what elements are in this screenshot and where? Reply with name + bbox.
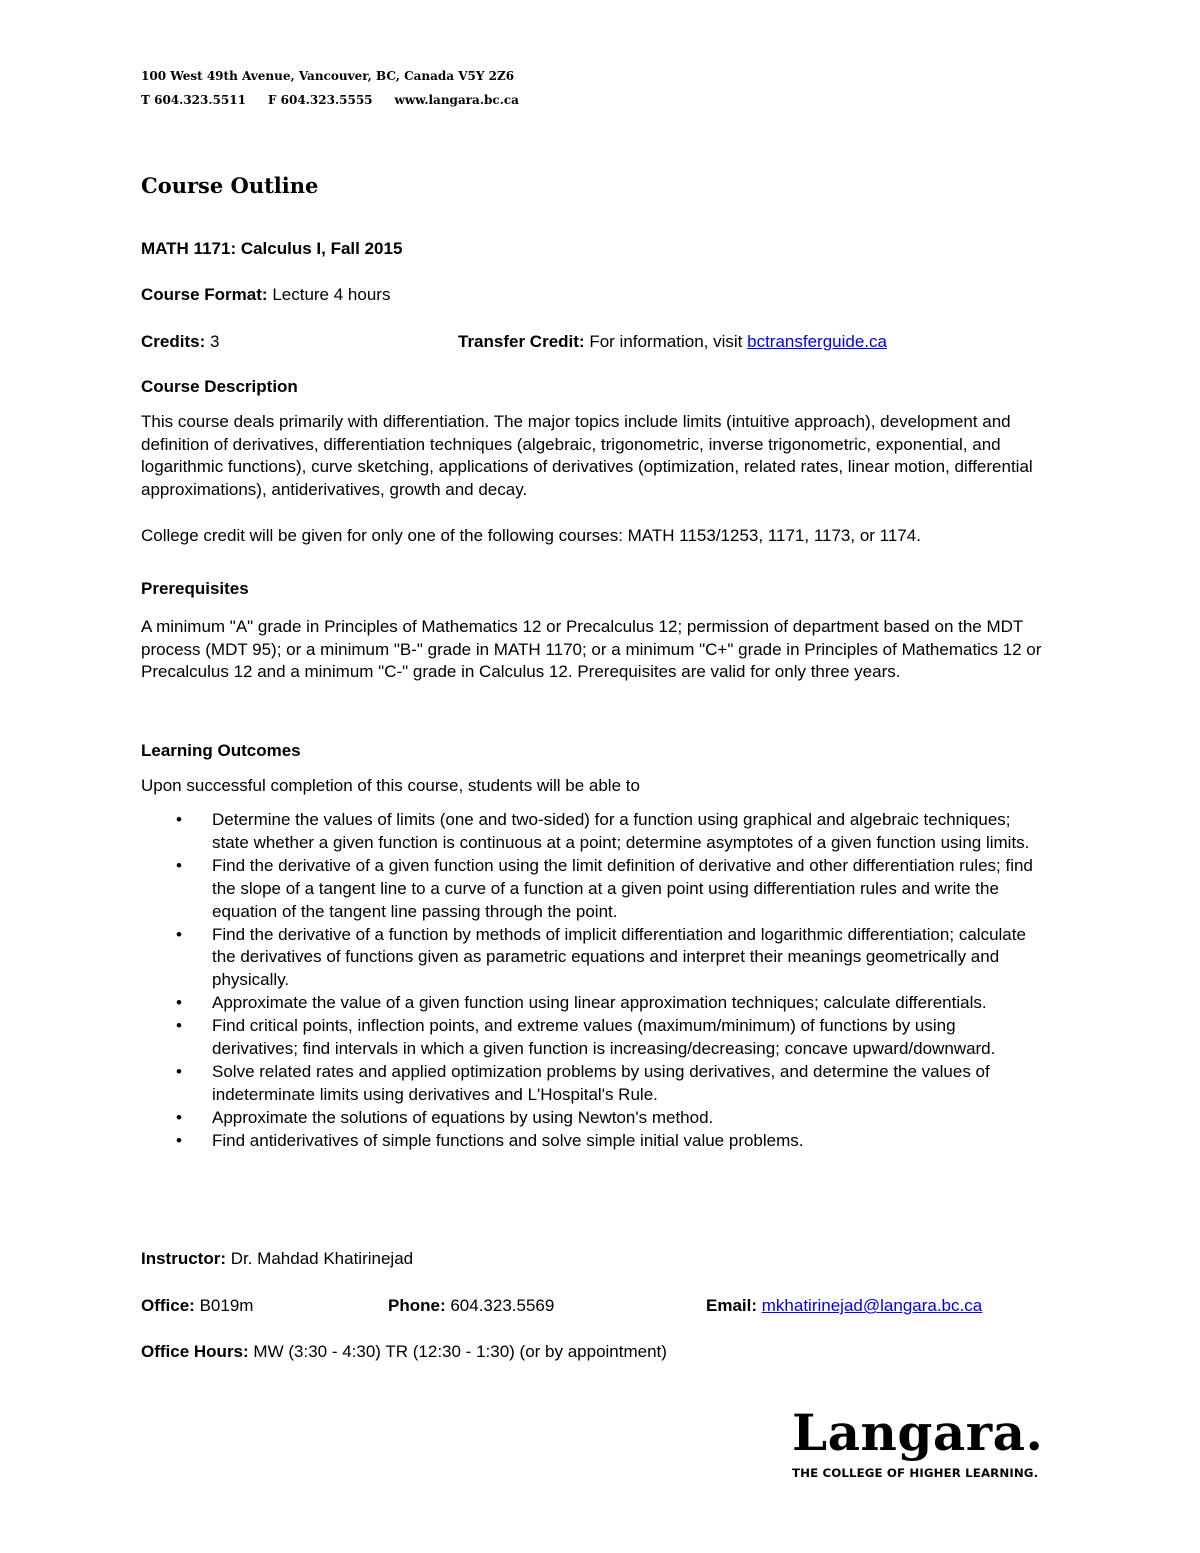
- transfer-credit-label: Transfer Credit:: [458, 332, 585, 351]
- course-description-paragraph: This course deals primarily with differentiation. The major topics include limits (intuitive approach), development and definition of derivatives, differentiation techniques (algebraic, trigonometric, inverse trigonometric, exponential, and logarithmic functions), curve sketching, applications of derivatives (optimization, related rates, linear motion, differential approximations), antiderivatives, growth and decay.: [141, 412, 1033, 499]
- credits-label: Credits:: [141, 332, 206, 351]
- email-link[interactable]: mkhatirinejad@langara.bc.ca: [761, 1296, 983, 1315]
- phone: [388, 1295, 554, 1318]
- list-item: • Find the derivative of a given function using the limit definition of derivative and other differentiation rules; find the slope of a tangent line to a curve of a function at a given point using differentiation rules and write the equation of the tangent line passing through the point.: [141, 855, 1041, 924]
- phone-value: 604.323.5569: [450, 1296, 555, 1315]
- telephone-number: T 604.323.5511: [141, 93, 246, 107]
- course-format: [141, 284, 390, 307]
- college-contact-line: [141, 92, 541, 108]
- office-hours: [141, 1341, 667, 1364]
- transfer-credit-text: For information, visit: [589, 332, 743, 351]
- course-code-title: MATH 1171: Calculus I, Fall 2015: [141, 239, 403, 258]
- learning-outcomes-heading: Learning Outcomes: [141, 741, 301, 760]
- list-item: • Find antiderivatives of simple functions and solve simple initial value problems.: [141, 1130, 1041, 1153]
- transfer-credit: [458, 331, 887, 354]
- office: [141, 1295, 253, 1318]
- office-hours-value: MW (3:30 - 4:30) TR (12:30 - 1:30) (or by appointment): [253, 1342, 667, 1361]
- list-item: • Determine the values of limits (one and two-sided) for a function using graphical and algebraic techniques; state whether a given function is continuous at a point; determine asymptotes of a given function using limits.: [141, 809, 1041, 855]
- page-title: Course Outline: [141, 173, 319, 198]
- course-format-label: Course Format:: [141, 285, 268, 304]
- learning-outcomes-list: [141, 809, 1041, 1153]
- email: [706, 1295, 982, 1318]
- office-value: B019m: [199, 1296, 254, 1315]
- credits: [141, 331, 219, 354]
- logo-tagline: THE COLLEGE OF HIGHER LEARNING.: [792, 1466, 1039, 1480]
- college-address: 100 West 49th Avenue, Vancouver, BC, Canada V5Y 2Z6: [141, 69, 515, 83]
- instructor: [141, 1248, 413, 1271]
- list-item: • Solve related rates and applied optimization problems by using derivatives, and determine the values of indeterminate limits using derivatives and L'Hospital's Rule.: [141, 1061, 1041, 1107]
- prerequisites-paragraph: A minimum "A" grade in Principles of Mathematics 12 or Precalculus 12; permission of department based on the MDT process (MDT 95); or a minimum "B-" grade in MATH 1170; or a minimum "C+" grade in Principles of Mathematics 12 or Precalculus 12 and a minimum "C-" grade in Calculus 12. Prerequisites are valid for only three years.: [141, 617, 1042, 682]
- credits-value: 3: [209, 332, 220, 351]
- office-hours-label: Office Hours:: [141, 1342, 249, 1361]
- fax-number: F 604.323.5555: [267, 93, 373, 107]
- course-format-value: Lecture 4 hours: [272, 285, 391, 304]
- bctransferguide-link[interactable]: bctransferguide.ca: [747, 332, 887, 351]
- college-credit-note: College credit will be given for only one of the following courses: MATH 1153/1253, 1171, 1173, or 1174.: [141, 526, 921, 545]
- list-item: • Approximate the value of a given function using linear approximation techniques; calculate differentials.: [141, 992, 1041, 1015]
- logo-wordmark: Langara.: [792, 1403, 1044, 1462]
- list-item: • Find critical points, inflection points, and extreme values (maximum/minimum) of functions by using derivatives; find intervals in which a given function is increasing/decreasing; concave upward/downward.: [141, 1015, 1041, 1061]
- learning-outcomes-intro: Upon successful completion of this course, students will be able to: [141, 776, 640, 795]
- list-item: • Find the derivative of a function by methods of implicit differentiation and logarithmic differentiation; calculate the derivatives of functions given as parametric equations and interpret their meanings geometrically and physically.: [141, 924, 1041, 993]
- instructor-name: Dr. Mahdad Khatirinejad: [230, 1249, 414, 1268]
- email-label: Email:: [706, 1296, 758, 1315]
- prerequisites-heading: Prerequisites: [141, 579, 249, 598]
- phone-label: Phone:: [388, 1296, 446, 1315]
- list-item: • Approximate the solutions of equations by using Newton's method.: [141, 1107, 1041, 1130]
- instructor-label: Instructor:: [141, 1249, 226, 1268]
- course-description-heading: Course Description: [141, 377, 298, 396]
- office-label: Office:: [141, 1296, 195, 1315]
- website-text: www.langara.bc.ca: [394, 93, 519, 107]
- langara-logo: [792, 1405, 1062, 1481]
